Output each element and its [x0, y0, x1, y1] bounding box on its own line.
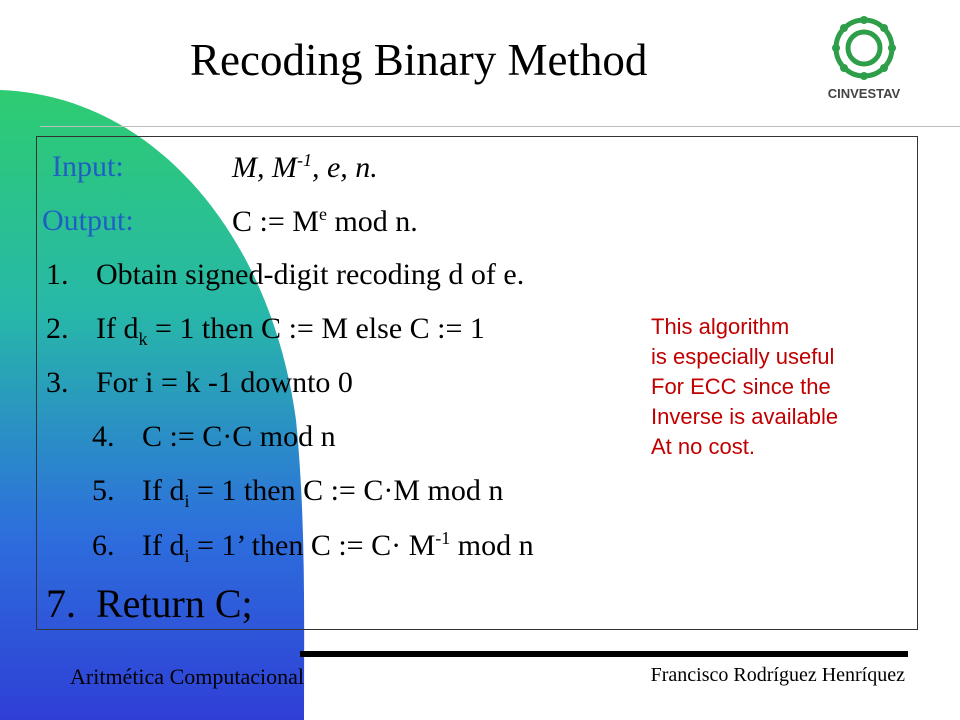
- step-5: 5. If $d_i = 1$ then C := C·M mod n: [92, 474, 504, 511]
- header-divider: [40, 126, 960, 127]
- input-value: M, $M^{-1}$, e, n.: [232, 150, 378, 184]
- cinvestav-logo: [816, 12, 912, 104]
- note-line-4: Inverse is available: [651, 404, 839, 429]
- note-line-3: For ECC since the: [651, 374, 831, 399]
- input-label: Input:: [52, 150, 124, 183]
- input-line: [52, 150, 124, 184]
- output-line: [42, 204, 134, 238]
- note-line-1: This algorithm: [651, 314, 790, 339]
- note-line-5: At no cost.: [651, 434, 755, 459]
- step-4: 4. C := C·C mod n: [92, 420, 336, 453]
- note-line-2: is especially useful: [651, 344, 835, 369]
- output-label: Output:: [42, 204, 134, 237]
- logo-text: CINVESTAV: [827, 86, 901, 101]
- footer-course: Aritmética Computacional: [70, 664, 304, 689]
- step-7: 7. Return C;: [46, 581, 253, 626]
- step-1: 1. Obtain signed-digit recoding d of e.: [46, 258, 525, 291]
- side-note: [651, 312, 838, 462]
- footer-divider: [300, 651, 908, 657]
- step-3: 3. For i = k -1 downto 0: [46, 366, 353, 399]
- output-value: C := $M^e$ mod n.: [232, 204, 418, 238]
- step-6: 6. If $d_i = 1$’ then C := $C\cdot M^{-1}$ mod n: [92, 528, 534, 566]
- slide-title: Recoding Binary Method: [190, 35, 648, 85]
- step-2: 2. If $d_k = 1$ then C := M else C := 1: [46, 312, 485, 349]
- footer-author: Francisco Rodríguez Henríquez: [650, 664, 905, 686]
